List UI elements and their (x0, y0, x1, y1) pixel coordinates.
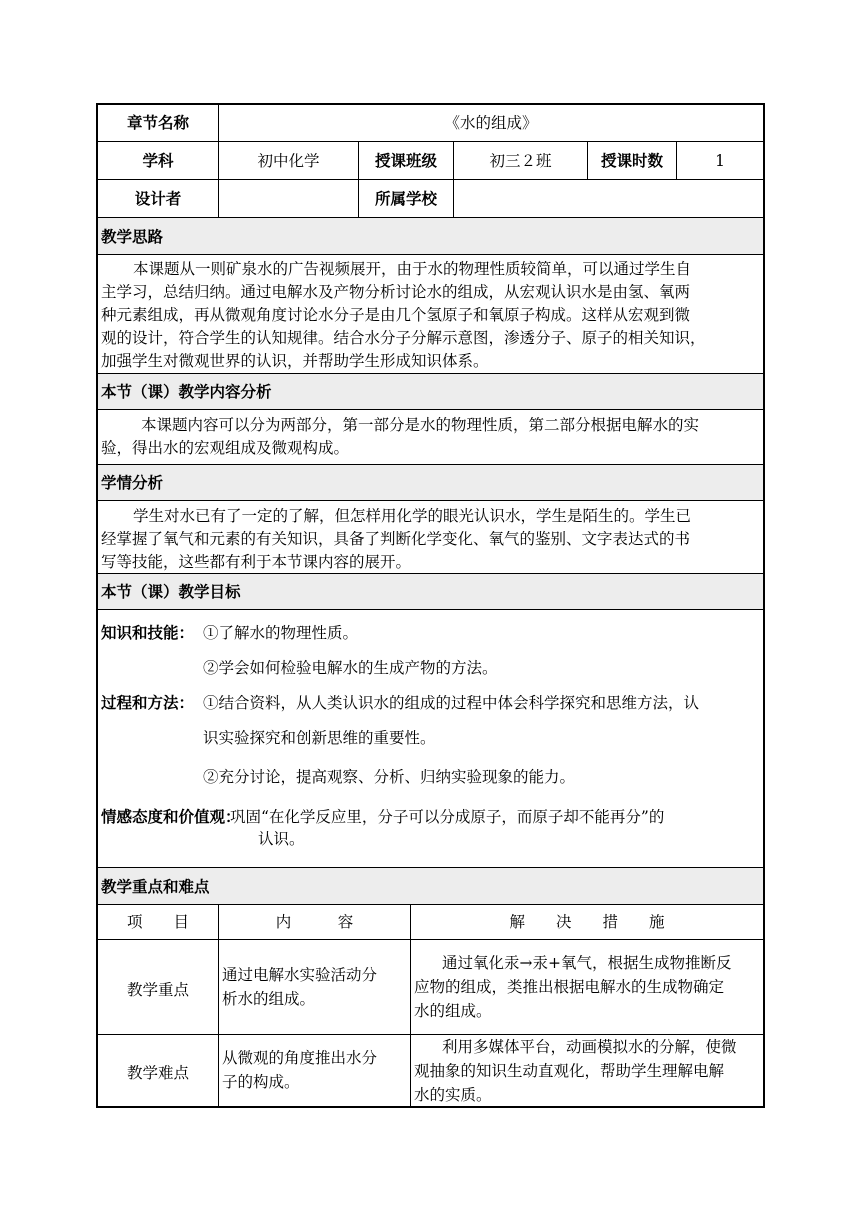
row-content-line: 子的构成。 (222, 1073, 300, 1091)
thinking-line: 主学习，总结归纳。通过电解水及产物分析讨论水的组成，从宏观认识水是由氢、氧两 (101, 283, 691, 301)
process-item-1a: ①结合资料，从人类认识水的组成的过程中体会科学探究和思维方法，认 (203, 694, 700, 712)
row-measures-line: 应物的组成，类推出根据电解水的生成物确定 (414, 978, 725, 996)
row-measures-line: 通过氧化汞→汞+氧气，根据生成物推断反 (442, 954, 732, 972)
rule (410, 904, 411, 1106)
process-item-1b: 识实验探究和创新思维的重要性。 (203, 729, 436, 747)
thinking-line: 加强学生对微观世界的认识，并帮助学生形成知识体系。 (101, 352, 489, 370)
thinking-line: 观的设计，符合学生的认知规律。结合水分子分解示意图，渗透分子、原子的相关知识， (101, 329, 706, 347)
section-title-thinking: 教学思路 (101, 228, 164, 246)
section-title-key-points: 教学重点和难点 (101, 878, 210, 896)
rule (218, 904, 219, 1106)
column-header-measures: 解 决 措 施 (509, 913, 665, 931)
subject-label: 学科 (142, 152, 174, 170)
hours-label: 授课时数 (600, 152, 663, 170)
row-measures-line: 水的组成。 (414, 1002, 492, 1020)
knowledge-label: 知识和技能： (101, 624, 195, 642)
rule (96, 464, 765, 465)
row-item-difficult: 教学难点 (126, 1064, 189, 1082)
rule (96, 217, 765, 218)
row-content-line: 从微观的角度推出水分 (222, 1049, 378, 1067)
rule (96, 500, 765, 501)
student-analysis-line: 学生对水已有了一定的了解，但怎样用化学的眼光认识水，学生是陌生的。学生已 (133, 507, 692, 525)
section-band-student-analysis (98, 465, 763, 500)
thinking-line: 本课题从一则矿泉水的广告视频展开，由于水的物理性质较简单，可以通过学生自 (133, 260, 692, 278)
emotion-text-a: 巩固“在化学反应里，分子可以分成原子，而原子却不能再分”的 (230, 808, 665, 826)
rule (96, 867, 765, 868)
row-item-key: 教学重点 (126, 981, 189, 999)
thinking-line: 种元素组成，再从微观角度讨论水分子是由几个氢原子和氧原子构成。这样从宏观到微 (101, 306, 691, 324)
row-content-line: 析水的组成。 (222, 990, 316, 1008)
column-header-content: 内 容 (275, 913, 354, 931)
rule (96, 1034, 765, 1035)
designer-label: 设计者 (134, 190, 182, 208)
student-analysis-line: 经掌握了氧气和元素的有关知识，具备了判断化学变化、氧气的鉴别、文字表达式的书 (101, 530, 691, 548)
school-label: 所属学校 (374, 190, 437, 208)
knowledge-item-2: ②学会如何检验电解水的生成产物的方法。 (203, 659, 498, 677)
column-header-item: 项 目 (126, 913, 189, 931)
rule (96, 141, 765, 142)
process-label: 过程和方法： (101, 694, 195, 712)
lesson-plan-table (96, 103, 765, 1108)
section-title-content-analysis: 本节（课）教学内容分析 (101, 383, 272, 401)
row-content-line: 通过电解水实验活动分 (222, 966, 378, 984)
section-title-student-analysis: 学情分析 (101, 474, 164, 492)
hours-value: 1 (715, 152, 725, 170)
rule (96, 939, 765, 940)
row-measures-line: 观抽象的知识生动直观化，帮助学生理解电解 (414, 1062, 725, 1080)
content-analysis-line: 验，得出水的宏观组成及微观构成。 (101, 439, 350, 457)
rule (96, 409, 765, 410)
emotion-text-b: 认识。 (258, 830, 305, 848)
content-analysis-line: 本课题内容可以分为两部分，第一部分是水的物理性质，第二部分根据电解水的实 (141, 416, 700, 434)
class-value: 初三２班 (489, 152, 552, 170)
knowledge-item-1: ①了解水的物理性质。 (203, 624, 359, 642)
subject-value: 初中化学 (257, 152, 320, 170)
class-label: 授课班级 (374, 152, 437, 170)
rule (96, 179, 765, 180)
border-top (96, 103, 765, 105)
process-item-2: ②充分讨论，提高观察、分析、归纳实验现象的能力。 (203, 768, 576, 786)
rule (96, 609, 765, 610)
rule (96, 254, 765, 255)
student-analysis-line: 写等技能，这些都有利于本节课内容的展开。 (101, 553, 412, 571)
section-title-objectives: 本节（课）教学目标 (101, 583, 241, 601)
row-measures-line: 水的实质。 (414, 1086, 492, 1104)
section-band-thinking (98, 218, 763, 254)
emotion-label: 情感态度和价值观： (101, 808, 241, 826)
chapter-label: 章节名称 (126, 114, 189, 132)
row-measures-line: 利用多媒体平台，动画模拟水的分解，使微 (442, 1038, 737, 1056)
rule (96, 904, 765, 905)
chapter-title: 《水的组成》 (444, 114, 538, 132)
